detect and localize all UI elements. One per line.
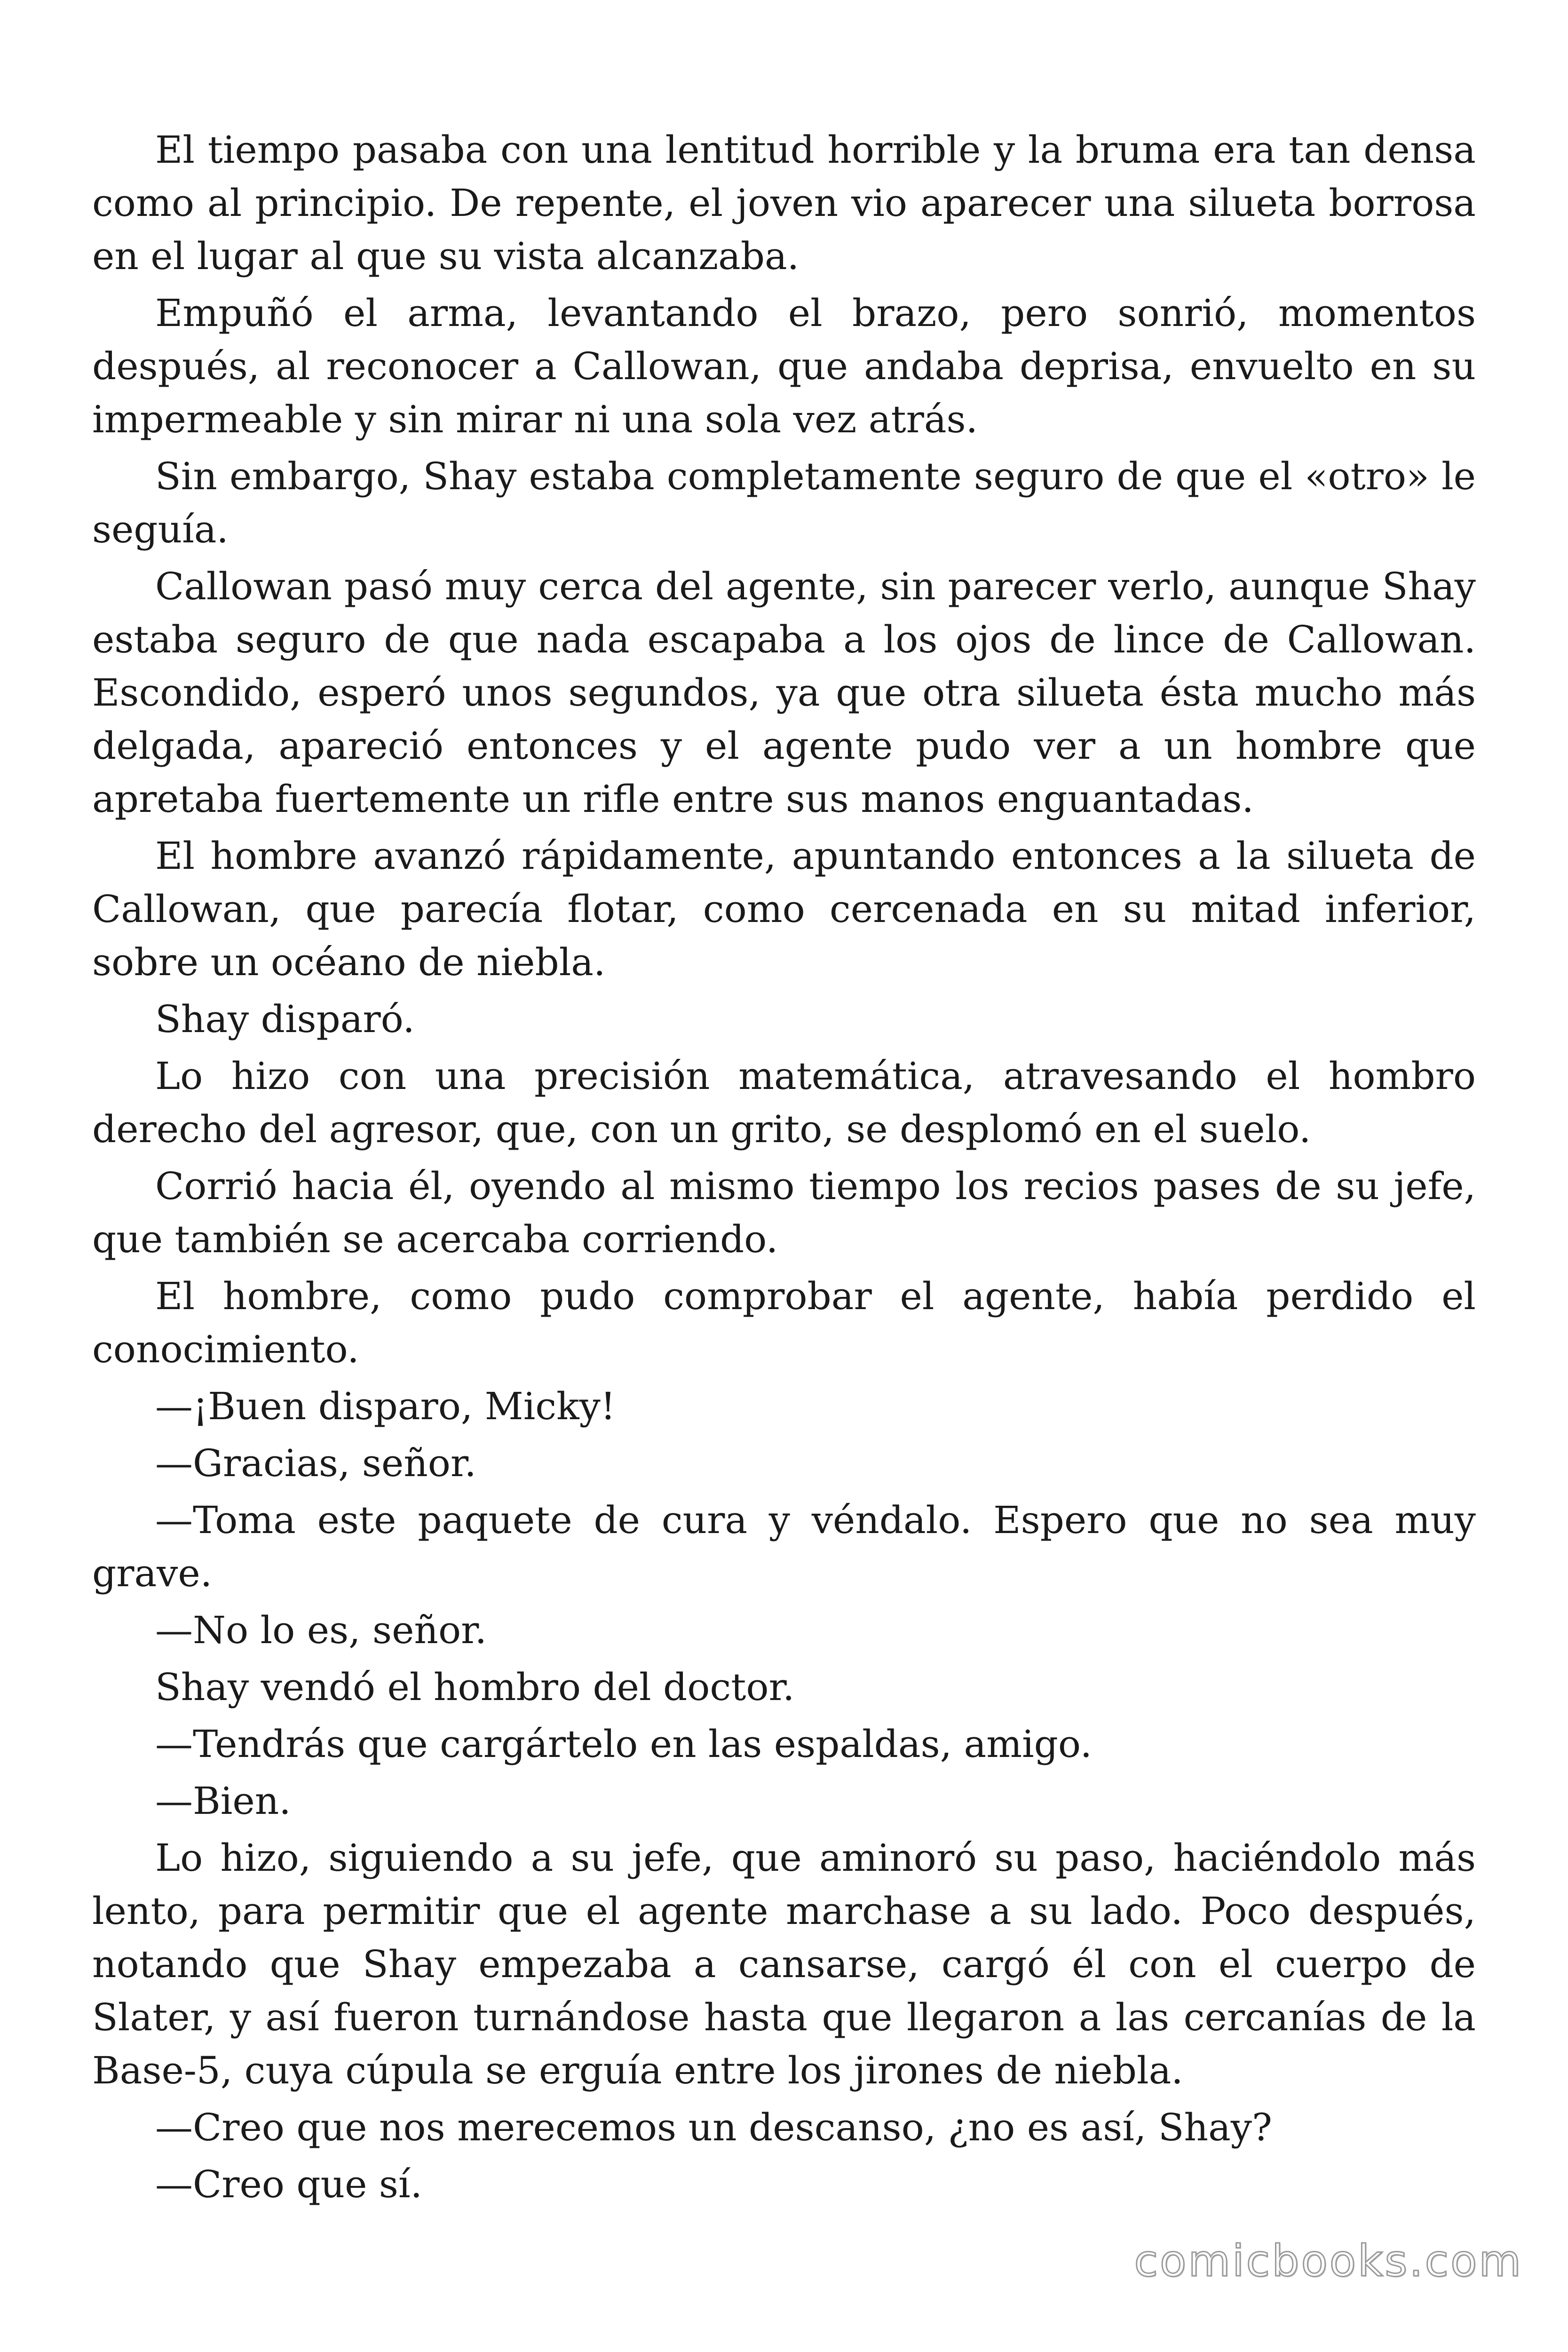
paragraph: Callowan pasó muy cerca del agente, sin parecer verlo, aunque Shay estaba seguro de que nada escapaba a los ojos de lince de Callowan. Escondido, esperó unos segundos, ya que otra silueta ésta mucho más delgada, apareció entonces y el agente pudo ver a un hombre que apretaba fuertemente un rifle entre sus manos enguantadas. [92,564,1476,821]
dialogue-line: —Toma este paquete de cura y véndalo. Espero que no sea muy grave. [92,1498,1476,1595]
dialogue-line: —Creo que sí. [155,2162,422,2206]
dialogue-line: —Tendrás que cargártelo en las espaldas, amigo. [155,1722,1093,1766]
dialogue-line: —¡Buen disparo, Micky! [155,1384,616,1428]
paragraph: Empuñó el arma, levantando el brazo, pero sonrió, momentos después, al reconocer a Callowan, que andaba deprisa, envuelto en su impermeable y sin mirar ni una sola vez atrás. [92,291,1476,441]
paragraph: El tiempo pasaba con una lentitud horrible y la bruma era tan densa como al principio. De repente, el joven vio aparecer una silueta borrosa en el lugar al que su vista alcanzaba. [92,128,1476,278]
watermark: comicbooks.com [1134,2236,1523,2286]
dialogue-line: —Gracias, señor. [155,1441,476,1485]
dialogue-line: —Creo que nos merecemos un descanso, ¿no es así, Shay? [155,2106,1272,2149]
paragraph: Sin embargo, Shay estaba completamente seguro de que el «otro» le seguía. [92,454,1476,551]
paragraph: El hombre avanzó rápidamente, apuntando entonces a la silueta de Callowan, que parecía flotar, como cercenada en su mitad inferior, sobre un océano de niebla. [92,834,1476,984]
dialogue-line: —Bien. [155,1779,291,1823]
page-body [92,123,1476,2215]
paragraph: El hombre, como pudo comprobar el agente, había perdido el conocimiento. [92,1274,1476,1371]
paragraph: Shay disparó. [155,997,415,1041]
paragraph: Corrió hacia él, oyendo al mismo tiempo los recios pases de su jefe, que también se acercaba corriendo. [92,1164,1476,1261]
dialogue-line: —No lo es, señor. [155,1608,487,1652]
paragraph: Shay vendó el hombro del doctor. [155,1665,795,1709]
paragraph: Lo hizo, siguiendo a su jefe, que aminoró su paso, haciéndolo más lento, para permitir que el agente marchase a su lado. Poco después, notando que Shay empezaba a cansarse, cargó él con el cuerpo de Slater, y así fueron turnándose hasta que llegaron a las cercanías de la Base-5, cuya cúpula se erguía entre los jirones de niebla. [92,1836,1476,2092]
paragraph: Lo hizo con una precisión matemática, atravesando el hombro derecho del agresor, que, con un grito, se desplomó en el suelo. [92,1054,1476,1151]
